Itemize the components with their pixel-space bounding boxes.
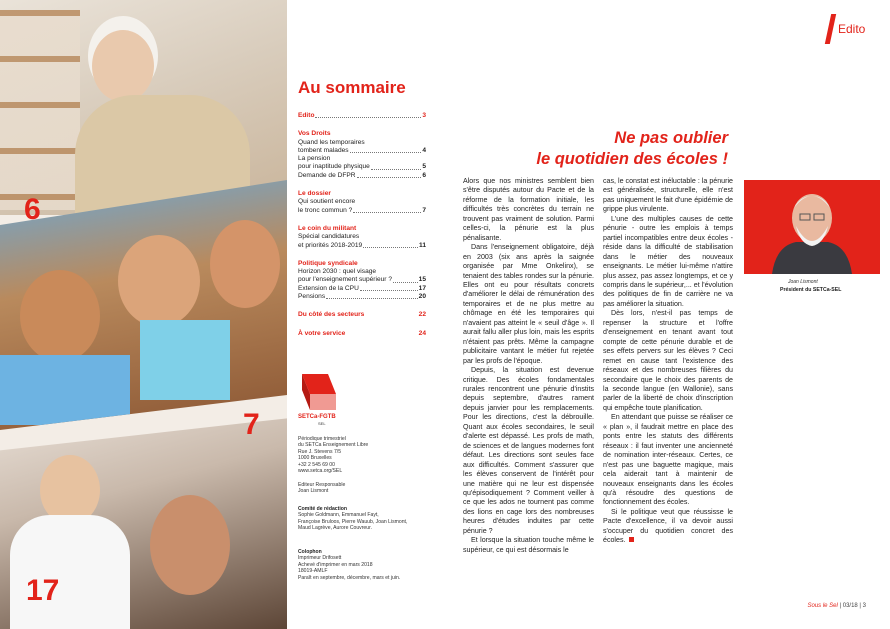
toc-line: Horizon 2030 : quel visage xyxy=(298,268,377,276)
toc-heading-politique: Politique syndicale xyxy=(298,259,358,267)
paragraph: Dans l'enseignement obligatoire, déjà en 2003 (six ans après la saignée organisée par Mme Onkelinx), se tenaient des tables rondes sur la pénurie. Elles ont eu pour résultats concrets d'améliorer le délai de rémunération des temporaires et de ne plus mettre au chômage en été les temporaires qui n'avaient pas atteint le « seuil d'âge ». Il aurait fallu aller plus loin, mais les esprits n'étaient pas prêts. Même la campagne publicitaire vantant le métier fut rejetée par les profs de l'époque. xyxy=(463,243,594,365)
edito-bar xyxy=(825,14,836,44)
toc-heading-vos-droits: Vos Droits xyxy=(298,130,331,138)
toc-item[interactable]: pour inaptitude physique 5 xyxy=(298,163,426,171)
table-of-contents xyxy=(298,78,426,338)
page-footer xyxy=(807,603,866,609)
article-title: Ne pas oublier le quotidien des écoles ! xyxy=(536,129,728,168)
teacher-head xyxy=(92,30,154,102)
author-name: Joan Lismont xyxy=(788,279,818,285)
page-number-7: 7 xyxy=(243,408,260,441)
page-number-17: 17 xyxy=(26,574,60,607)
logo-sub: SEL xyxy=(318,421,326,426)
colophon-info: Colophon Imprimeur Drifosett Achevé d'imprimer en mars 2018 18019-AMLF Paraît en septembre, décembre, mars et juin. xyxy=(298,549,401,581)
toc-item[interactable]: le tronc commun ? 7 xyxy=(298,206,426,214)
photo-children xyxy=(0,180,287,430)
toc-item[interactable]: pour l'enseignement supérieur ? 15 xyxy=(298,276,426,284)
page-number-6: 6 xyxy=(24,193,41,226)
author-role: Président du SETCa-SEL xyxy=(780,287,842,293)
issue-info: | 03/18 | 3 xyxy=(839,603,866,609)
bookshelf xyxy=(0,10,80,210)
paragraph: Si le politique veut que réussisse le Pacte d'excellence, il va devoir aussi s'occuper du quotidien concret des écoles. xyxy=(603,507,733,545)
end-mark-icon xyxy=(629,537,634,542)
publisher-info: Périodique trimestriel du SETCa Enseignement Libre Rue J. Stevens 7/5 1000 Bruxelles +32 2 545 69 00 www.setca.org/SEL xyxy=(298,436,369,475)
toc-line: Quand les temporaires xyxy=(298,138,365,146)
logo-name: SETCa-FGTB xyxy=(298,414,336,420)
article-column-1 xyxy=(463,177,594,555)
toc-secteurs[interactable]: Du côté des secteurs 22 xyxy=(298,311,426,319)
paragraph: En attendant que puisse se réaliser ce « plan », il faudrait mettre en place des ponts entre les statuts des différents réseaux : il faut inventer une ancienneté de nomination inter-réseaux. Certes, ce n'est pas une baguette magique, mais cela aiderait tant à maintenir de nouveaux enseignants dans les écoles qu'à résoudre des questions de fonctionnement des écoles. xyxy=(603,413,733,507)
paragraph: L'une des multiples causes de cette pénurie - outre les emplois à temps partiel incompatibles entre deux écoles - réside dans la difficulté de stabilisation dans le métier des nouveaux enseignants. Le métier lui-même n'attire plus assez, pas assez longtemps, et ce y compris dans le supérieur,... et l'évolution des politiques de fin de carrière ne va pas améliorer la situation. xyxy=(603,214,733,308)
child-face-1 xyxy=(20,270,100,362)
photo-teacher xyxy=(0,0,287,215)
setca-logo-icon xyxy=(298,372,338,412)
child-shirt-2 xyxy=(140,320,230,400)
toc-line: Qui soutient encore xyxy=(298,198,356,206)
toc-heading-dossier: Le dossier xyxy=(298,190,331,198)
child-face-2 xyxy=(118,235,200,327)
toc-line: La pension xyxy=(298,155,331,163)
student-uniform xyxy=(10,515,130,629)
paragraph: Alors que nos ministres semblent bien s'être disputés autour du Pacte et de la réforme de la formation initiale, les difficultés très concrètes du terrain ne trouvent pas vraiment de solution. Parmi celles-ci, la pénurie est la plus pénalisante. xyxy=(463,177,594,242)
toc-edito[interactable]: Edito 3 xyxy=(298,112,426,119)
article-column-2 xyxy=(603,177,733,546)
portrait-figure-icon xyxy=(744,180,880,274)
committee-info: Comité de rédaction Sophie Goldmann, Emmanuel Fayt, Françoise Bruloos, Pierre Wauub, Joan Lismont, Maud Lagrève, Aurore Couvreur. xyxy=(298,506,408,532)
toc-item[interactable]: tombent malades 4 xyxy=(298,146,426,154)
toc-heading-militant: Le coin du militant xyxy=(298,224,357,232)
toc-item[interactable]: Demande de DFPR 6 xyxy=(298,171,426,179)
toc-title: Au sommaire xyxy=(298,78,406,97)
section-label: Edito xyxy=(838,22,866,36)
paragraph: cas, le constat est inéluctable : la pénurie est généralisée, structurelle, elle n'est pas uniquement le fait d'une épidémie de grippe plus virulente. xyxy=(603,177,733,214)
toc-item[interactable]: Pensions 20 xyxy=(298,293,426,301)
paragraph: Et lorsque la situation touche même le supérieur, ce qui est désormais le xyxy=(463,536,594,554)
toc-service[interactable]: À votre service 24 xyxy=(298,329,426,337)
photo-collage xyxy=(0,0,287,629)
toc-item[interactable]: et priorités 2018-2019 11 xyxy=(298,241,426,249)
child-face-3 xyxy=(210,220,280,308)
magazine-name: Sous le Sel xyxy=(807,603,838,609)
toc-item[interactable]: Extension de la CPU 17 xyxy=(298,284,426,292)
author-portrait xyxy=(744,180,880,274)
toc-line: Spécial candidatures xyxy=(298,233,360,241)
student-face-2 xyxy=(150,495,230,595)
child-shirt xyxy=(0,355,130,425)
paragraph: Dès lors, n'est-il pas temps de repenser la structure et l'offre d'enseignement en tenant avant tout compte de cette pénurie durable et de ses effets pervers sur les élèves ? Ceci remet en cause tant l'existence des réseaux et des nombreuses filières du secondaire que le choix des parents de la seconde langue (en Wallonie), sans parler de la liberté de choix d'inscription qui empêche toute planification. xyxy=(603,309,733,412)
editor-info: Editeur Responsable Joan Lismont xyxy=(298,482,346,495)
paragraph: Depuis, la situation est devenue critique. Des écoles fondamentales rurales rencontrent une pénurie d'instits depuis septembre, d'autres rament depuis janvier pour les remplacements. Pour les directions, c'est la débrouille. Quant aux écoles secondaires, le seuil d'alerte est dépassé. Les profs de math, de sciences et de langues modernes font défaut. Les directions sont seules face aux difficultés. Comment s'assurer que les élèves conservent de l'intérêt pour une matière qui ne leur est dispensée qu'épisodiquement ? Comment veiller à ce que les ados ne tournent pas comme des lions en cage lors des nombreuses heures d'études induites par cette pénurie ? xyxy=(463,366,594,535)
